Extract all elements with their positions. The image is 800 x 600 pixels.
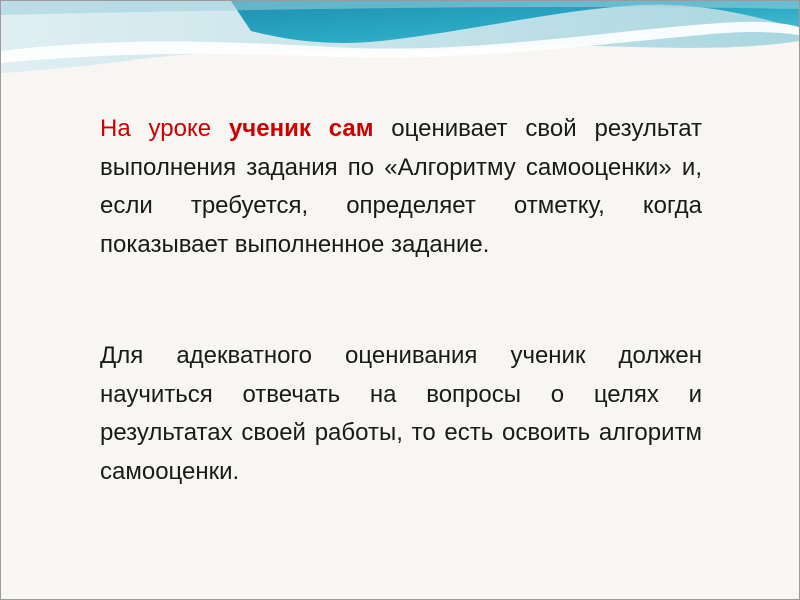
paragraph-lead: На уроке	[100, 115, 229, 142]
paragraph-rest: оценивает свой результат выполнения задания по «Алгоритму самооценки» и, если требуется, определяет отметку, когда показывает выполненное задание.	[100, 115, 703, 258]
paragraph-emphasis: ученик сам	[228, 115, 374, 142]
paragraph-adequate-assessment: Для адекватного оценивания ученик должен научиться отвечать на вопросы о целях и результатах своей работы, то есть освоить алгоритм самооценки.	[100, 342, 702, 485]
paragraph-self-assessment	[100, 110, 702, 264]
header-wave-decoration	[1, 1, 799, 91]
